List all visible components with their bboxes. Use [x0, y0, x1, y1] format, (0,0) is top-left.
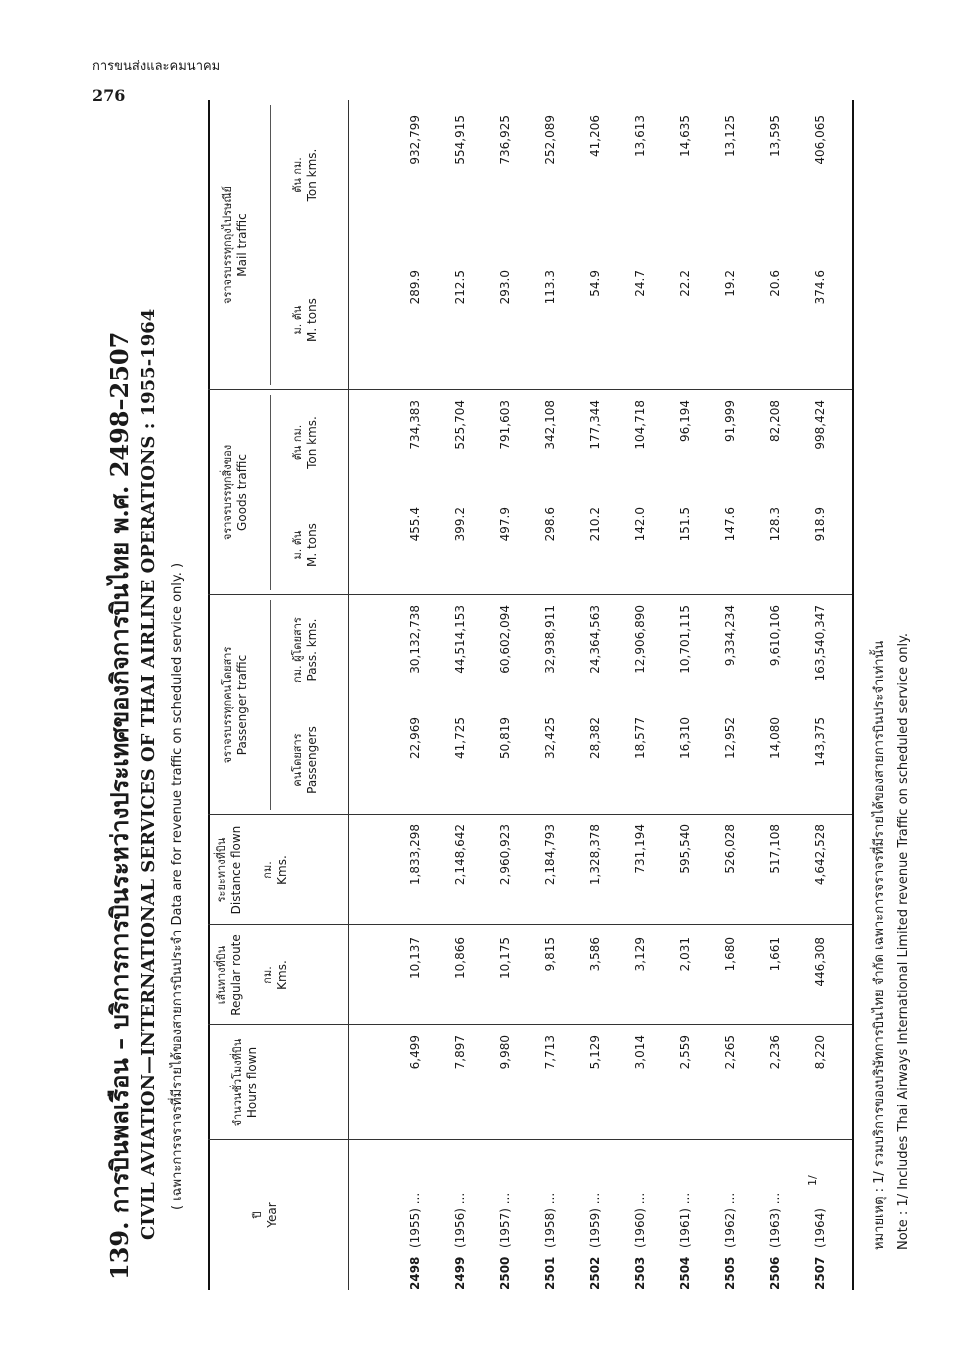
cell-goods-tons: 399.2	[453, 507, 467, 542]
table-bottom-rule	[852, 100, 854, 1290]
cell-distance: 595,540	[678, 824, 692, 874]
cell-goods-tonkms: 91,999	[723, 400, 737, 442]
cell-mail-tons: 19.2	[723, 270, 737, 297]
cell-mail-tons: 24.7	[633, 270, 647, 297]
cell-goods-tons: 128.3	[768, 507, 782, 542]
header-goods-tonkms	[290, 390, 320, 495]
header-year	[250, 1140, 280, 1290]
header-goods-tons-english: M. tons	[305, 523, 319, 567]
table-title-english: CIVIL AVIATION—INTERNATIONAL SERVICES OF THAI AIRLINE OPERATIONS : 1955-1964	[138, 308, 159, 1240]
table-title-thai: 139. การบินพลเรือน – บริการการบินระหว่างประเทศของกิจการบินไทย พ.ศ. 2498–2507	[105, 331, 134, 1280]
cell-route: 9,815	[543, 937, 557, 972]
footnote-thai: หมายเหตุ : 1/ รวมบริการของบริษัทการบินไทย จำกัด เฉพาะการจราจรที่มีรายได้ของสายการบินประจำเท่านั้น	[872, 640, 887, 1250]
cell-goods-tons: 298.6	[543, 507, 557, 542]
cell-passengers: 22,969	[408, 717, 422, 759]
header-passenger-group	[220, 595, 250, 815]
header-hours	[230, 1025, 260, 1140]
header-goods-tonkms-english: Ton kms.	[305, 416, 319, 469]
table-row	[760, 100, 790, 1290]
cell-goods-tons: 142.0	[633, 507, 647, 542]
cell-year-ad: (1961) ...	[678, 1192, 692, 1248]
header-distance-english: Distance flown	[229, 825, 243, 915]
header-passenger-english: Passenger traffic	[235, 654, 249, 756]
cell-passengers: 32,425	[543, 717, 557, 759]
table-subnote: ( เฉพาะการจราจรที่มีรายได้ของสายการบินประจำ Data are for revenue traffic on scheduled service only. )	[170, 562, 185, 1210]
cell-mail-tonkms: 554,915	[453, 115, 467, 165]
header-passenger-thai: จราจรบรรทุกคนโดยสาร	[221, 646, 234, 764]
cell-hours: 7,713	[543, 1035, 557, 1070]
header-mail-english: Mail traffic	[235, 213, 249, 277]
cell-pass-kms: 60,602,094	[498, 605, 512, 674]
cell-mail-tonkms: 13,125	[723, 115, 737, 157]
header-mail-tonkms	[290, 100, 320, 250]
cell-goods-tonkms: 791,603	[498, 400, 512, 450]
footnote-english: Note : 1/ Includes Thai Airways International Limited revenue Traffic on scheduled service only.	[896, 632, 911, 1250]
header-route-english: Regular route	[229, 934, 243, 1016]
cell-route: 446,308	[813, 937, 827, 987]
header-mail-group	[220, 100, 250, 390]
header-distance-thai: ระยะทางที่บิน	[215, 837, 228, 903]
cell-year-ad: (1964)	[813, 1208, 827, 1248]
header-passengers-thai: คนโดยสาร	[291, 733, 304, 787]
cell-hours: 2,265	[723, 1035, 737, 1070]
cell-year-thai: 2502	[588, 1256, 602, 1290]
cell-mail-tonkms: 406,065	[813, 115, 827, 165]
cell-pass-kms: 9,334,234	[723, 605, 737, 667]
table-row	[580, 100, 610, 1290]
cell-mail-tonkms: 736,925	[498, 115, 512, 165]
header-goods-tonkms-thai: ตัน กม.	[291, 424, 304, 461]
header-passengers	[290, 705, 320, 815]
cell-distance: 4,642,528	[813, 824, 827, 886]
cell-passengers: 28,382	[588, 717, 602, 759]
cell-goods-tonkms: 82,208	[768, 400, 782, 442]
cell-goods-tonkms: 177,344	[588, 400, 602, 450]
cell-distance: 2,148,642	[453, 824, 467, 886]
header-pass-kms-english: Pass. kms.	[305, 618, 319, 682]
cell-year-thai: 2504	[678, 1256, 692, 1290]
cell-goods-tonkms: 525,704	[453, 400, 467, 450]
cell-pass-kms: 163,540,347	[813, 605, 827, 682]
cell-year-ad: (1958) ...	[543, 1192, 557, 1248]
col-divider	[208, 1024, 852, 1025]
cell-goods-tonkms: 734,383	[408, 400, 422, 450]
table-row	[400, 100, 430, 1290]
cell-distance: 526,028	[723, 824, 737, 874]
header-goods-english: Goods traffic	[235, 454, 249, 531]
header-distance	[214, 815, 290, 925]
cell-year-ad: (1955) ...	[408, 1192, 422, 1248]
header-route	[214, 925, 290, 1025]
cell-pass-kms: 24,364,563	[588, 605, 602, 674]
table-row	[535, 100, 565, 1290]
cell-mail-tons: 293.0	[498, 270, 512, 305]
cell-pass-kms: 10,701,115	[678, 605, 692, 674]
header-passengers-english: Passengers	[305, 726, 319, 794]
header-mail-tonkms-english: Ton kms.	[305, 148, 319, 202]
header-goods-tons	[290, 495, 320, 595]
cell-year-thai: 2500	[498, 1256, 512, 1290]
cell-passengers: 14,080	[768, 717, 782, 759]
cell-route: 2,031	[678, 937, 692, 972]
cell-hours: 5,129	[588, 1035, 602, 1070]
cell-year-footnote-mark: 1/	[806, 1175, 819, 1186]
cell-year-thai: 2505	[723, 1256, 737, 1290]
cell-distance: 2,184,793	[543, 824, 557, 886]
cell-route: 10,866	[453, 937, 467, 979]
table-top-rule	[208, 100, 210, 1290]
cell-passengers: 41,725	[453, 717, 467, 759]
cell-goods-tons: 918.9	[813, 507, 827, 542]
cell-goods-tons: 497.9	[498, 507, 512, 542]
cell-mail-tonkms: 13,595	[768, 115, 782, 157]
cell-pass-kms: 44,514,153	[453, 605, 467, 674]
table-header-rule	[348, 100, 349, 1290]
cell-distance: 2,960,923	[498, 824, 512, 886]
cell-year-ad: (1957) ...	[498, 1192, 512, 1248]
cell-year-ad: (1959) ...	[588, 1192, 602, 1248]
cell-goods-tonkms: 104,718	[633, 400, 647, 450]
cell-mail-tons: 289.9	[408, 270, 422, 305]
cell-year-thai: 2506	[768, 1256, 782, 1290]
cell-mail-tons: 20.6	[768, 270, 782, 297]
group-subrule	[270, 105, 271, 385]
cell-route: 3,586	[588, 937, 602, 972]
cell-goods-tons: 147.6	[723, 507, 737, 542]
cell-pass-kms: 9,610,106	[768, 605, 782, 667]
cell-route: 10,137	[408, 937, 422, 979]
header-mail-thai: จราจรบรรทุกถุงไปรษณีย์	[221, 186, 234, 304]
cell-goods-tonkms: 96,194	[678, 400, 692, 442]
table-row	[490, 100, 520, 1290]
cell-route: 1,661	[768, 937, 782, 972]
cell-year-ad: (1956) ...	[453, 1192, 467, 1248]
group-subrule	[270, 395, 271, 590]
table-row	[445, 100, 475, 1290]
running-head: การขนส่งและคมนาคม	[92, 59, 221, 74]
cell-passengers: 50,819	[498, 717, 512, 759]
cell-year-thai: 2501	[543, 1256, 557, 1290]
cell-year-ad: (1963) ...	[768, 1192, 782, 1248]
header-route-unit-thai: กม.	[261, 966, 274, 984]
header-goods-thai: จราจรบรรทุกสิ่งของ	[221, 444, 234, 541]
cell-mail-tons: 113.3	[543, 270, 557, 305]
cell-goods-tons: 455.4	[408, 507, 422, 542]
cell-passengers: 18,577	[633, 717, 647, 759]
cell-goods-tons: 210.2	[588, 507, 602, 542]
header-pass-kms-thai: กม. ผู้โดยสาร	[291, 617, 304, 683]
cell-hours: 2,559	[678, 1035, 692, 1070]
col-divider	[208, 1139, 852, 1140]
cell-distance: 1,328,378	[588, 824, 602, 886]
header-year-english: Year	[265, 1202, 279, 1228]
header-goods-group	[220, 390, 250, 595]
cell-distance: 731,194	[633, 824, 647, 874]
header-hours-english: Hours flown	[245, 1046, 259, 1119]
cell-pass-kms: 32,938,911	[543, 605, 557, 674]
header-year-thai: ปี	[251, 1211, 264, 1219]
header-mail-tons-english: M. tons	[305, 298, 319, 342]
cell-passengers: 143,375	[813, 717, 827, 767]
cell-hours: 6,499	[408, 1035, 422, 1070]
table-row	[805, 100, 835, 1290]
cell-goods-tons: 151.5	[678, 507, 692, 542]
cell-hours: 3,014	[633, 1035, 647, 1070]
cell-year-thai: 2499	[453, 1256, 467, 1290]
cell-distance: 1,833,298	[408, 824, 422, 886]
header-hours-thai: จำนวนชั่วโมงที่บิน	[231, 1038, 244, 1127]
header-pass-kms	[290, 595, 320, 705]
cell-route: 10,175	[498, 937, 512, 979]
cell-mail-tonkms: 41,206	[588, 115, 602, 157]
cell-goods-tonkms: 342,108	[543, 400, 557, 450]
cell-mail-tonkms: 932,799	[408, 115, 422, 165]
header-mail-tons	[290, 250, 320, 390]
rotated-table-page	[100, 90, 940, 1290]
cell-hours: 7,897	[453, 1035, 467, 1070]
cell-year-thai: 2498	[408, 1256, 422, 1290]
table-row	[670, 100, 700, 1290]
header-route-unit-english: Kms.	[275, 960, 289, 990]
cell-mail-tons: 374.6	[813, 270, 827, 305]
cell-passengers: 12,952	[723, 717, 737, 759]
cell-hours: 2,236	[768, 1035, 782, 1070]
cell-pass-kms: 12,906,890	[633, 605, 647, 674]
cell-mail-tonkms: 13,613	[633, 115, 647, 157]
cell-mail-tons: 54.9	[588, 270, 602, 297]
cell-goods-tonkms: 998,424	[813, 400, 827, 450]
cell-mail-tonkms: 14,635	[678, 115, 692, 157]
cell-route: 3,129	[633, 937, 647, 972]
table-row	[715, 100, 745, 1290]
cell-mail-tonkms: 252,089	[543, 115, 557, 165]
cell-passengers: 16,310	[678, 717, 692, 759]
cell-pass-kms: 30,132,738	[408, 605, 422, 674]
cell-hours: 9,980	[498, 1035, 512, 1070]
page-number: 276	[92, 86, 126, 105]
header-distance-unit-english: Kms.	[275, 855, 289, 885]
group-subrule	[270, 600, 271, 810]
cell-year-ad: (1960) ...	[633, 1192, 647, 1248]
cell-year-thai: 2503	[633, 1256, 647, 1290]
cell-mail-tons: 22.2	[678, 270, 692, 297]
cell-mail-tons: 212.5	[453, 270, 467, 305]
cell-hours: 8,220	[813, 1035, 827, 1070]
cell-year-thai: 2507	[813, 1256, 827, 1290]
header-goods-tons-thai: ม. ตัน	[291, 530, 304, 560]
header-mail-tons-thai: ม. ตัน	[291, 305, 304, 335]
table-row	[625, 100, 655, 1290]
header-mail-tonkms-thai: ตัน กม.	[291, 157, 304, 193]
header-route-thai: เส้นทางที่บิน	[215, 945, 228, 1005]
cell-route: 1,680	[723, 937, 737, 972]
cell-year-ad: (1962) ...	[723, 1192, 737, 1248]
col-divider	[208, 924, 852, 925]
cell-distance: 517,108	[768, 824, 782, 874]
header-distance-unit-thai: กม.	[261, 861, 274, 879]
